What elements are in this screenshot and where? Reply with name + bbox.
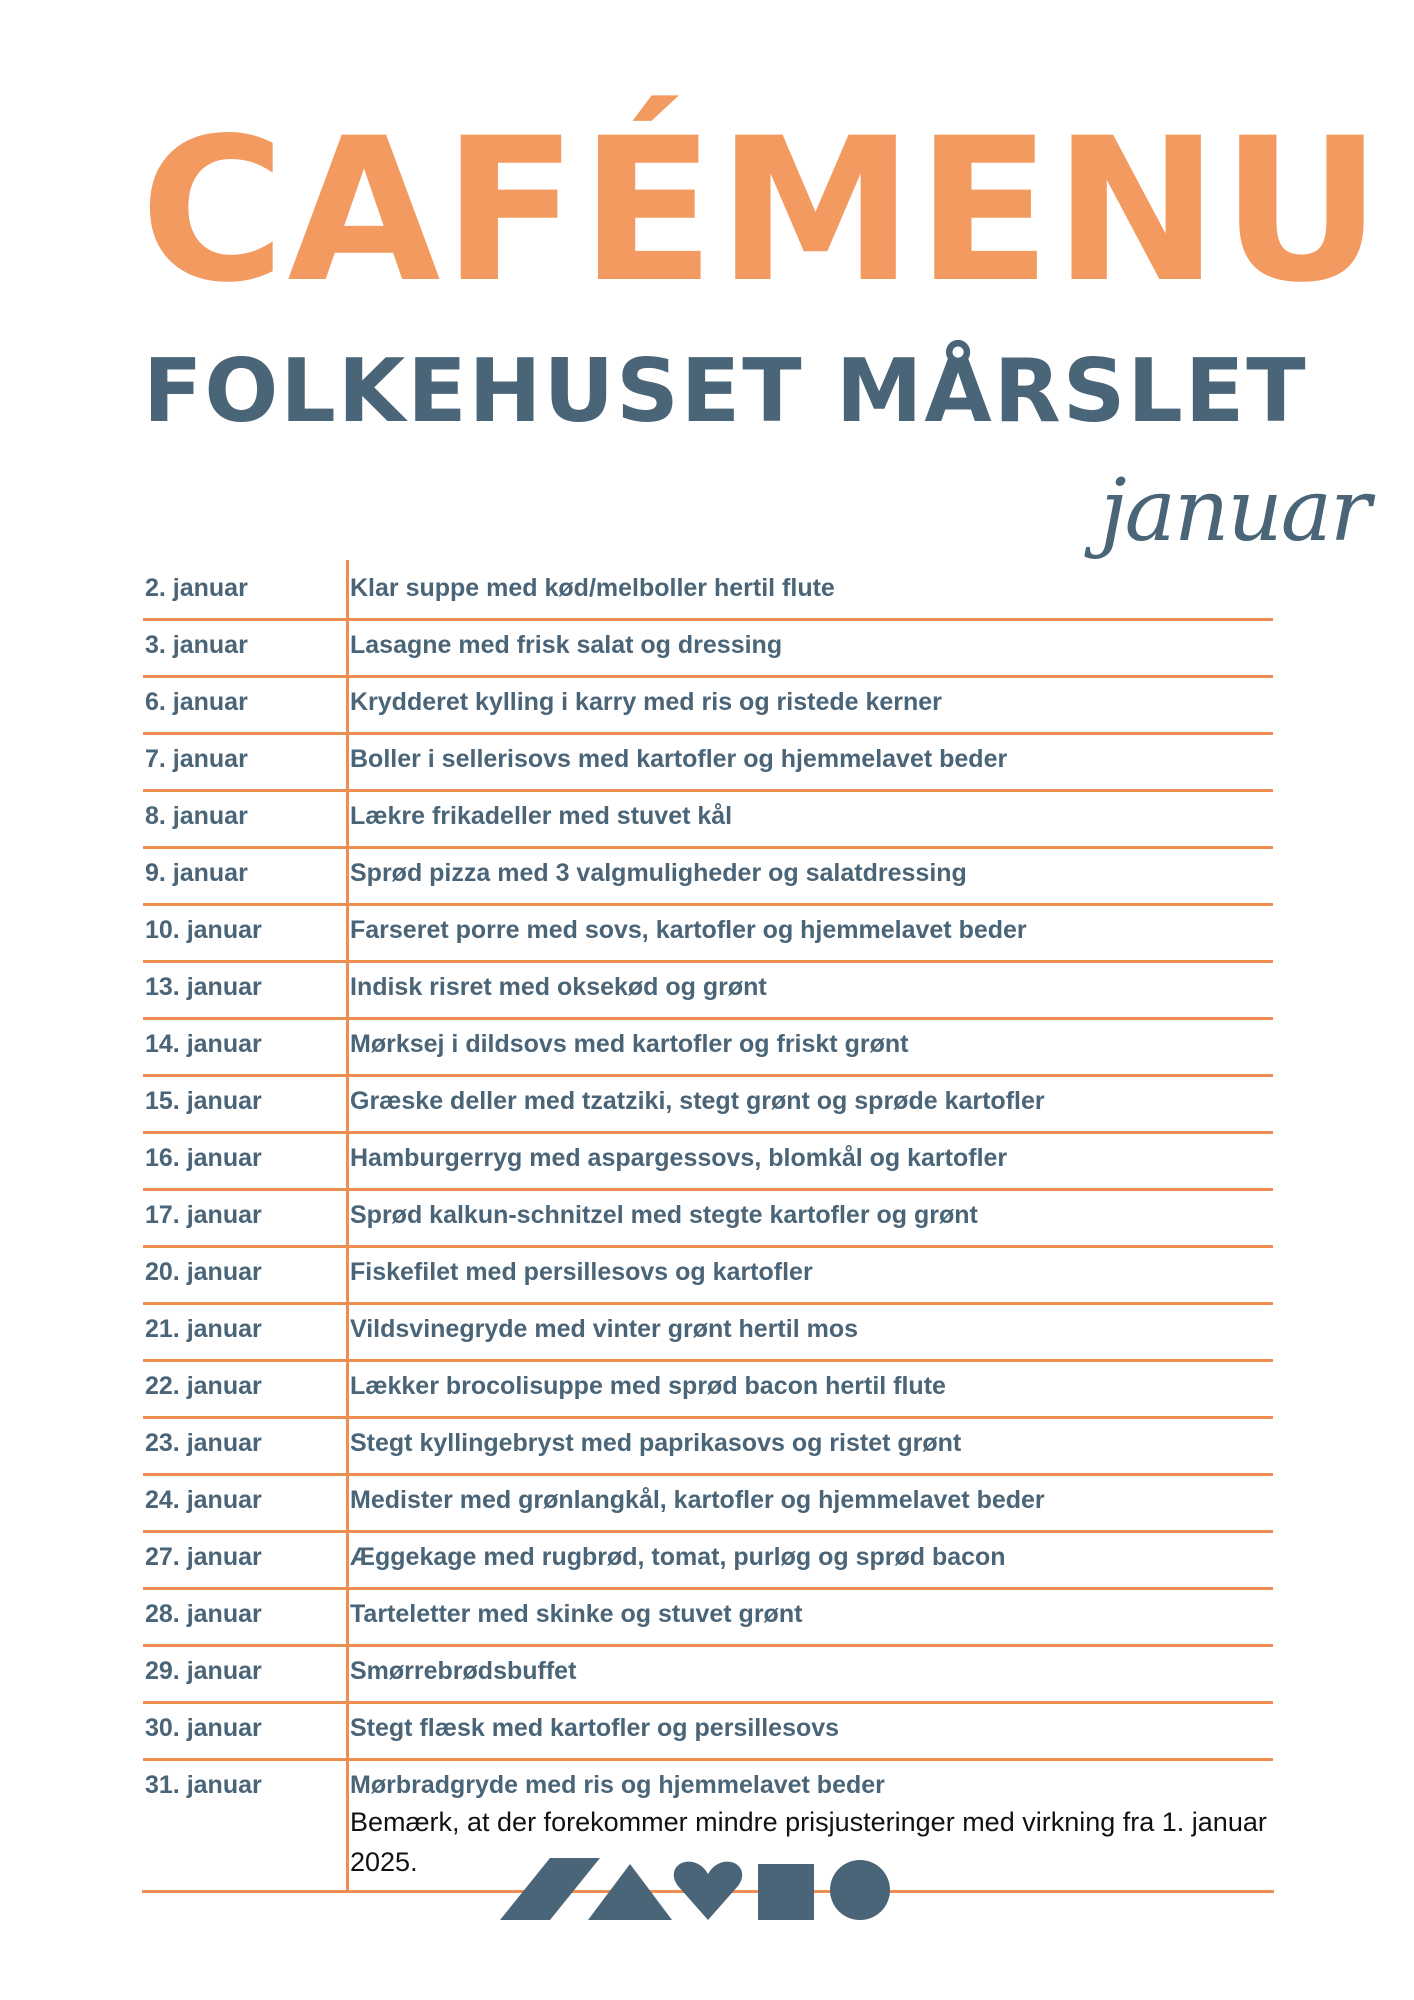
menu-date: 17. januar	[145, 1201, 262, 1229]
menu-date: 7. januar	[145, 745, 248, 773]
menu-date: 24. januar	[145, 1486, 262, 1514]
circle-shape	[830, 1860, 890, 1920]
menu-date: 15. januar	[145, 1087, 262, 1115]
menu-row	[143, 1020, 1273, 1077]
month-label: januar	[1100, 461, 1370, 561]
menu-dish: Smørrebrødsbuffet	[350, 1657, 577, 1685]
menu-date: 29. januar	[145, 1657, 262, 1685]
menu-date: 31. januar	[145, 1771, 262, 1799]
menu-row	[143, 1704, 1273, 1761]
menu-date: 2. januar	[145, 574, 248, 602]
decorative-shapes	[500, 1858, 920, 1920]
menu-table	[143, 564, 1273, 1815]
page-title: CAFÉMENU	[140, 95, 1384, 326]
menu-date: 30. januar	[145, 1714, 262, 1742]
menu-dish: Stegt flæsk med kartofler og persillesovs	[350, 1714, 840, 1742]
menu-row	[143, 1077, 1273, 1134]
menu-date: 27. januar	[145, 1543, 262, 1571]
menu-dish: Medister med grønlangkål, kartofler og hjemmelavet beder	[350, 1486, 1045, 1514]
price-note: Bemærk, at der forekommer mindre prisjusteringer med virkning fra 1. januar 2025.	[350, 1807, 1267, 1877]
menu-dish: Hamburgerryg med aspargessovs, blomkål og kartofler	[350, 1144, 1008, 1172]
menu-date: 20. januar	[145, 1258, 262, 1286]
menu-dish: Farseret porre med sovs, kartofler og hjemmelavet beder	[350, 916, 1027, 944]
menu-dish: Stegt kyllingebryst med paprikasovs og ristet grønt	[350, 1429, 962, 1457]
heart-shape	[674, 1862, 742, 1920]
menu-dish: Boller i sellerisovs med kartofler og hjemmelavet beder	[350, 745, 1008, 773]
menu-row	[143, 792, 1273, 849]
menu-date: 23. januar	[145, 1429, 262, 1457]
menu-date: 22. januar	[145, 1372, 262, 1400]
menu-dish: Lækre frikadeller med stuvet kål	[350, 802, 733, 830]
menu-date: 6. januar	[145, 688, 248, 716]
square-shape	[758, 1864, 814, 1920]
menu-date: 3. januar	[145, 631, 248, 659]
menu-row	[143, 1362, 1273, 1419]
menu-row	[143, 735, 1273, 792]
menu-row	[143, 1248, 1273, 1305]
menu-dish: Sprød pizza med 3 valgmuligheder og salatdressing	[350, 859, 967, 887]
menu-dish: Krydderet kylling i karry med ris og ristede kerner	[350, 688, 942, 716]
menu-dish: Græske deller med tzatziki, stegt grønt og sprøde kartofler	[350, 1087, 1045, 1115]
menu-row	[143, 906, 1273, 963]
menu-date: 8. januar	[145, 802, 248, 830]
menu-date: 21. januar	[145, 1315, 262, 1343]
parallelogram-shape	[500, 1858, 600, 1920]
menu-row	[143, 963, 1273, 1020]
menu-row	[143, 621, 1273, 678]
menu-dish: Æggekage med rugbrød, tomat, purløg og sprød bacon	[350, 1543, 1006, 1571]
menu-row	[143, 1533, 1273, 1590]
menu-row	[143, 1647, 1273, 1704]
menu-date: 10. januar	[145, 916, 262, 944]
menu-dish: Indisk risret med oksekød og grønt	[350, 973, 767, 1001]
menu-row	[143, 1191, 1273, 1248]
menu-dish: Vildsvinegryde med vinter grønt hertil mos	[350, 1315, 858, 1343]
menu-dish: Mørksej i dildsovs med kartofler og friskt grønt	[350, 1030, 909, 1058]
menu-dish: Tarteletter med skinke og stuvet grønt	[350, 1600, 803, 1628]
menu-row	[143, 1305, 1273, 1362]
menu-date: 9. januar	[145, 859, 248, 887]
page-subtitle: FOLKEHUSET MÅRSLET	[143, 340, 1308, 442]
menu-dish: Klar suppe med kød/melboller hertil flute	[350, 574, 835, 602]
menu-row	[143, 849, 1273, 906]
menu-dish: Lasagne med frisk salat og dressing	[350, 631, 783, 659]
menu-date: 28. januar	[145, 1600, 262, 1628]
menu-date: 13. januar	[145, 973, 262, 1001]
menu-dish: Mørbradgryde med ris og hjemmelavet beder	[350, 1771, 885, 1799]
menu-row	[143, 564, 1273, 621]
menu-row	[143, 678, 1273, 735]
menu-date: 14. januar	[145, 1030, 262, 1058]
menu-date: 16. januar	[145, 1144, 262, 1172]
menu-dish: Lækker brocolisuppe med sprød bacon hertil flute	[350, 1372, 946, 1400]
triangle-shape	[588, 1864, 672, 1920]
menu-dish: Sprød kalkun-schnitzel med stegte kartofler og grønt	[350, 1201, 978, 1229]
menu-row	[143, 1590, 1273, 1647]
menu-row	[143, 1476, 1273, 1533]
menu-row	[143, 1134, 1273, 1191]
menu-dish: Fiskefilet med persillesovs og kartofler	[350, 1258, 813, 1286]
menu-row	[143, 1419, 1273, 1476]
